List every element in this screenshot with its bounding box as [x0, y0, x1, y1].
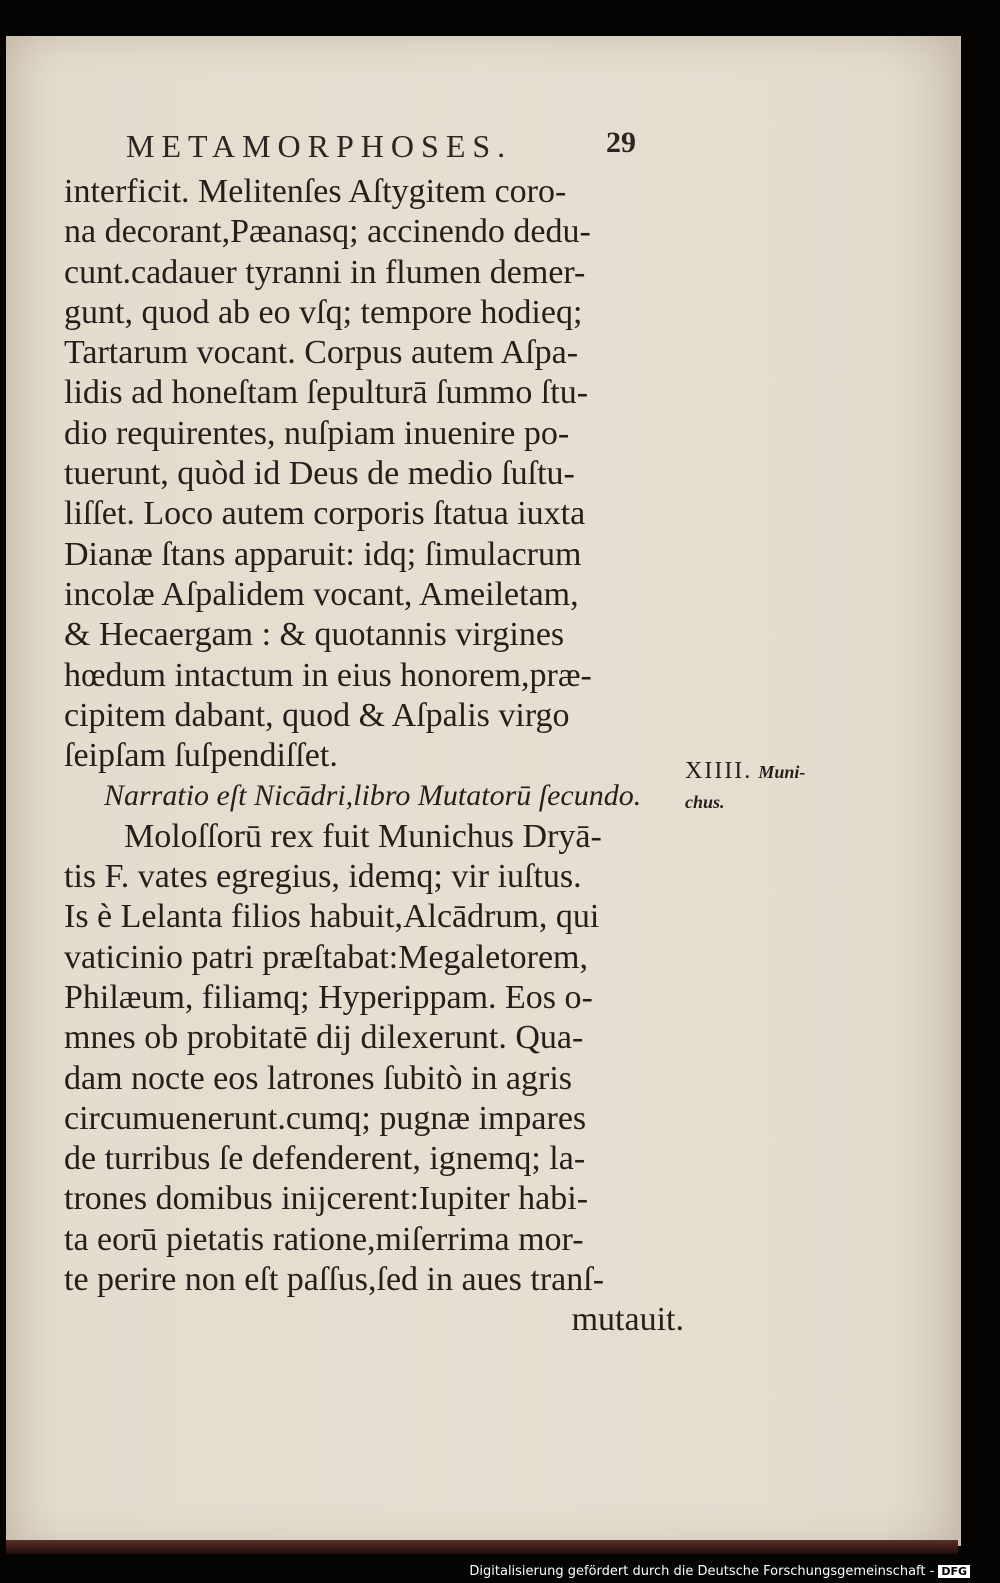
page-number: 29: [606, 126, 636, 159]
text-line: cunt.cadauer tyranni in flumen demer-: [64, 253, 586, 291]
text-line: hœdum intactum in eius honorem,præ-: [64, 656, 592, 694]
text-line-final: mutauit.: [571, 1301, 684, 1339]
text-line: circumuenerunt.cumq; pugnæ impares: [64, 1099, 587, 1137]
page-edge: [6, 1540, 958, 1554]
text-line: & Hecaergam : & quotannis virgines: [64, 616, 565, 654]
text-line: cipitem dabant, quod & Aſpalis virgo: [64, 696, 570, 734]
text-line: Moloſſorū rex fuit Munichus Dryā-: [124, 817, 602, 855]
text-line: dio requirentes, nuſpiam inuenire po-: [64, 414, 570, 452]
digitization-credit: [469, 1564, 970, 1579]
text-line: mnes ob probitatē dij dilexerunt. Qua-: [64, 1019, 584, 1057]
text-line: Is è Lelanta filios habuit,Alcādrum, qui: [64, 898, 600, 936]
text-line: vaticinio patri præſtabat:Megaletorem,: [64, 938, 588, 976]
text-line: de turribus ſe defenderent, ignemq; la-: [64, 1140, 586, 1178]
text-line: incolæ Aſpalidem vocant, Ameiletam,: [64, 575, 579, 613]
credit-text: Digitalisierung gefördert durch die Deutsche Forschungsgemeinschaft -: [469, 1564, 935, 1579]
margin-note-number: XIIII.: [685, 758, 753, 784]
text-line: ſeipſam ſuſpendiſſet.: [64, 737, 338, 775]
text-line: lidis ad honeſtam ſepulturā ſummo ſtu-: [64, 374, 589, 412]
text-line: interficit. Melitenſes Aſtygitem coro-: [64, 173, 567, 210]
text-line: tis F. vates egregius, idemq; vir iuſtus.: [64, 858, 582, 896]
text-line: ta eorū pietatis ratione,miſerrima mor-: [64, 1220, 584, 1258]
margin-note-name: Muni-: [758, 762, 806, 782]
dfg-logo: DFG: [938, 1565, 970, 1578]
running-head: METAMORPHOSES.: [126, 128, 513, 164]
text-line: na decorant,Pæanasq; accinendo dedu-: [64, 213, 591, 251]
text-line: gunt, quod ab eo vſq; tempore hodieq;: [64, 293, 583, 331]
text-line: Dianæ ſtans apparuit: idq; ſimulacrum: [64, 535, 582, 573]
text-line: Philæum, filiamq; Hyperippam. Eos o-: [64, 978, 593, 1016]
text-line: trones domibus inijcerent:Iupiter habi-: [64, 1180, 589, 1218]
margin-note-name-cont: chus.: [685, 792, 725, 812]
text-line: Tartarum vocant. Corpus autem Aſpa-: [64, 334, 579, 372]
text-line: te perire non eſt paſſus,ſed in aues tranſ-: [64, 1261, 605, 1299]
text-line: tuerunt, quòd id Deus de medio ſuſtu-: [64, 455, 575, 493]
margin-note: [685, 756, 805, 817]
text-line: liſſet. Loco autem corporis ſtatua iuxta: [64, 495, 586, 533]
rubric-line: Narratio eſt Nicādri,libro Mutatorū ſecundo.: [104, 779, 642, 813]
main-text-block: [64, 172, 704, 1341]
text-line: dam nocte eos latrones ſubitò in agris: [64, 1059, 572, 1097]
